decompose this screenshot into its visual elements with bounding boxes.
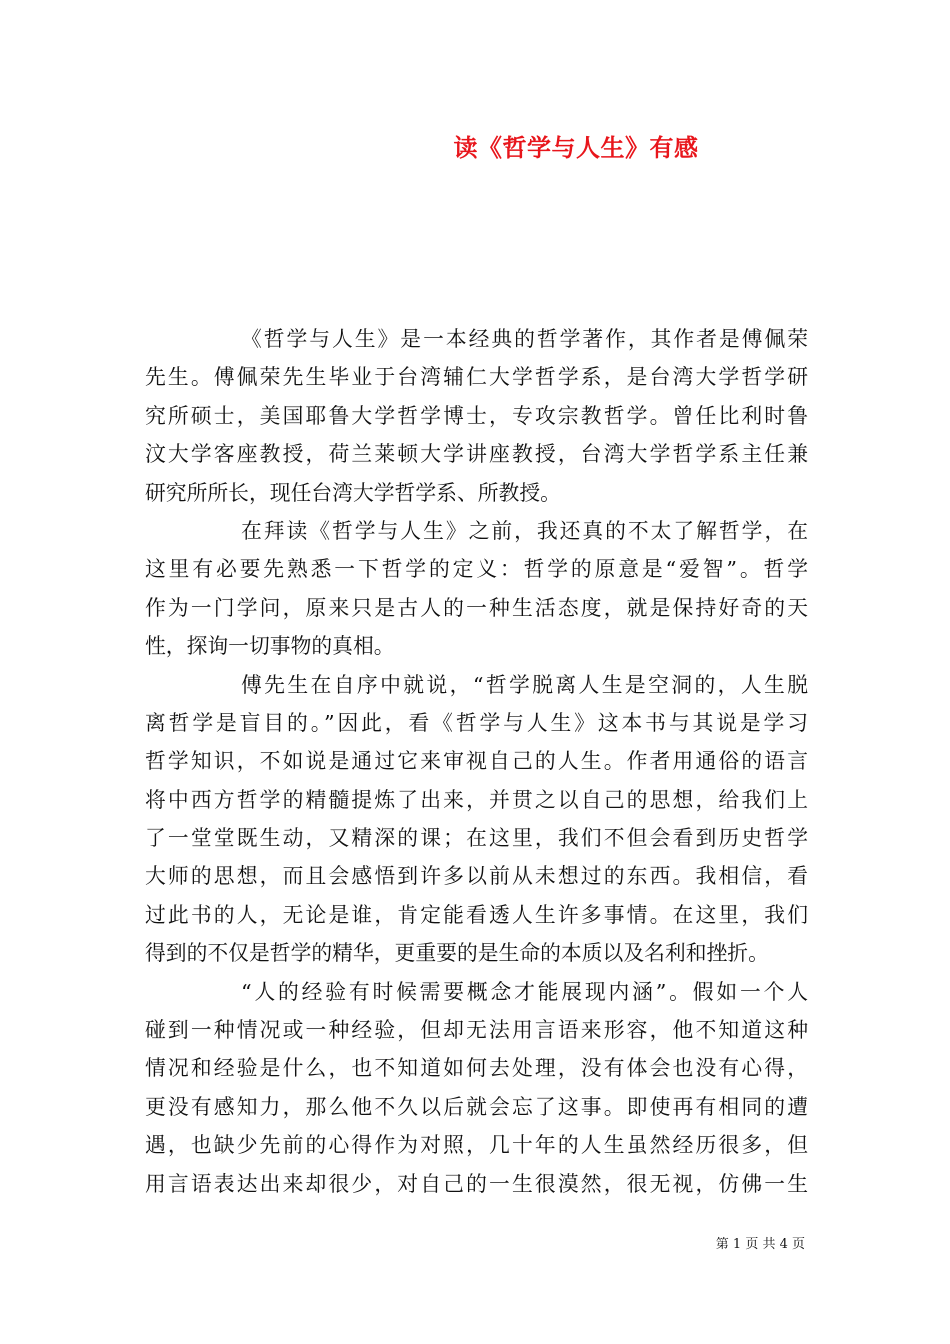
paragraph [145,666,808,973]
text-line: 将中西方哲学的精髓提炼了出来，并贯之以自己的思想，给我们上 [145,787,808,812]
text-line: 性，探询一切事物的真相。 [145,634,395,659]
text-line: 汶大学客座教授，荷兰莱顿大学讲座教授，台湾大学哲学系主任兼 [145,442,808,467]
document-title: 读《哲学与人生》有感 [453,133,699,162]
paragraph [145,973,808,1203]
text-line: 在拜读《哲学与人生》之前，我还真的不太了解哲学，在 [241,518,808,543]
page-number-footer: 第 1 页 共 4 页 [715,1237,805,1252]
text-line: 这里有必要先熟悉一下哲学的定义：哲学的原意是“爱智”。哲学 [145,557,808,582]
text-line: 傅先生在自序中就说，“哲学脱离人生是空洞的，人生脱 [241,672,808,697]
text-line: 用言语表达出来却很少，对自己的一生很漠然，很无视，仿佛一生 [145,1171,808,1196]
text-line: 《哲学与人生》是一本经典的哲学著作，其作者是傅佩荣 [241,327,808,351]
text-line: 更没有感知力，那么他不久以后就会忘了这事。即使再有相同的遭 [145,1094,808,1119]
text-line: 研究所所长，现任台湾大学哲学系、所教授。 [145,480,561,505]
text-line: 作为一门学问，原来只是古人的一种生活态度，就是保持好奇的天 [145,595,808,620]
text-line: “人的经验有时候需要概念才能展现内涵”。假如一个人 [241,979,808,1004]
text-line: 大师的思想，而且会感悟到许多以前从未想过的东西。我相信，看 [145,864,808,889]
text-line: 离哲学是盲目的。”因此，看《哲学与人生》这本书与其说是学习 [145,710,808,735]
text-line: 先生。傅佩荣先生毕业于台湾辅仁大学哲学系，是台湾大学哲学研 [145,365,808,390]
text-line: 究所硕士，美国耶鲁大学哲学博士，专攻宗教哲学。曾任比利时鲁 [145,403,808,428]
text-line: 碰到一种情况或一种经验，但却无法用言语来形容，他不知道这种 [145,1018,808,1043]
text-line: 情况和经验是什么，也不知道如何去处理，没有体会也没有心得， [145,1056,808,1081]
document-body [145,320,808,1203]
text-line: 遇，也缺少先前的心得作为对照，几十年的人生虽然经历很多，但 [145,1133,808,1158]
text-line: 得到的不仅是哲学的精华，更重要的是生命的本质以及名利和挫折。 [145,941,769,966]
text-line: 过此书的人，无论是谁，肯定能看透人生许多事情。在这里，我们 [145,902,808,927]
text-line: 哲学知识，不如说是通过它来审视自己的人生。作者用通俗的语言 [145,749,808,774]
paragraph [145,320,808,512]
paragraph [145,512,808,666]
text-line: 了一堂堂既生动，又精深的课；在这里，我们不但会看到历史哲学 [145,826,808,851]
